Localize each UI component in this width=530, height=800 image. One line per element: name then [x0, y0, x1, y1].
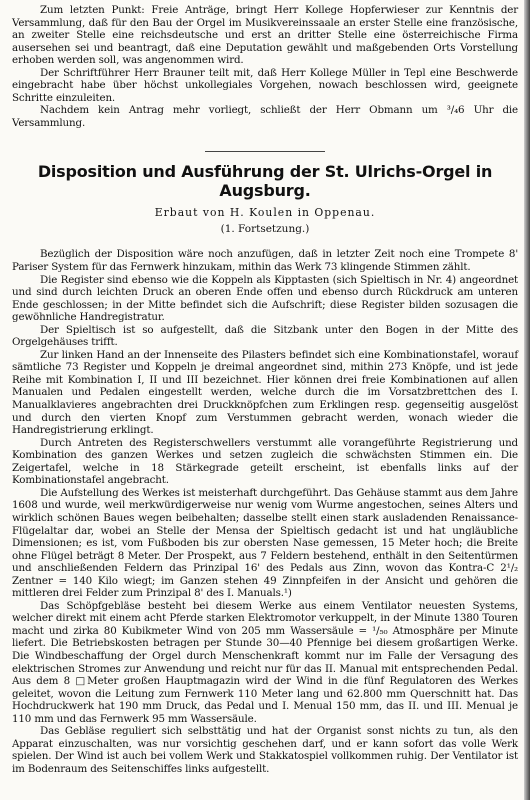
meeting-minutes-section [12, 4, 518, 129]
paragraph: Der Spieltisch ist so aufgestellt, daß die Sitzbank unter den Bogen in der Mitte des Orgelgehäuses trifft. [12, 323, 518, 349]
paragraph: Durch Antreten des Registerschwellers verstummt alle vorangeführte Registrierung und Kombination des ganzen Werkes und setzen zugleich die schwächsten Stimmen ein. Die Zeigertafel, welche in 18 Stärkegrade geteilt erscheint, ist ebenfalls links auf der Kombinationstafel angebracht. [12, 436, 518, 487]
paragraph: Nachdem kein Antrag mehr vorliegt, schließt der Herr Obmann um ³/₄6 Uhr die Versammlung. [12, 104, 518, 129]
article-byline: Erbaut von H. Koulen in Oppenau. [154, 206, 376, 220]
paragraph: Die Aufstellung des Werkes ist meisterhaft durchgeführt. Das Gehäuse stammt aus dem Jahre 1608 und wurde, weil merkwürdigerweise nur wenig vom Wurme angestochen, seines Alters und wirklich schönen Baues wegen beibehalten; dasselbe stellt einen stark ausladenden Renaissance-Flügelaltar dar, wobei an Stelle der Mensa der Spieltisch gedacht ist und hat ungläubliche Dimensionen; es ist, vom Fußboden bis zur obersten Nase gemessen, 15 Meter hoch; die Breite ohne Flügel beträgt 8 Meter. Der Prospekt, aus 7 Feldern bestehend, enthält in den Seitentürmen und anschließenden Feldern das Prinzipal 16' des Pedals aus Zinn, wovon das Kontra-C 2¹/₂ Zentner = 140 Kilo wiegt; im Ganzen stehen 49 Zinnpfeifen in der Ansicht und gehören die mittleren drei Felder zum Prinzipal 8' des I. Manuals.¹) [12, 486, 518, 600]
article-section [12, 151, 518, 775]
paragraph: Das Schöpfgebläse besteht bei diesem Werke aus einem Ventilator neuesten Systems, welcher direkt mit einem acht Pferde starken Elektromotor verkuppelt, in der Minute 1380 Touren macht und zirka 80 Kubikmeter Wind von 205 mm Wassersäule = ¹/₅₀ Atmosphäre per Minute liefert. Die Betriebskosten betragen per Stunde 30—40 Pfennige bei diesem großartigen Werke. Die Windbeschaffung der Orgel durch Menschenkraft kommt nur im Falle der Versagung des elektrischen Stromes zur Anwendung und reicht nur für das II. Manual mit entsprechenden Pedal. Aus dem 8 □Meter großen Hauptmagazin wird der Wind in die fünf Regulatoren des Werkes geleitet, wovon die Leitung zum Fernwerk 110 Meter lang und 62.800 mm Querschnitt hat. Das Hochdruckwerk hat 190 mm Druck, das Pedal und I. Menual 150 mm, das II. und III. Menual je 110 mm und das Fernwerk 95 mm Wassersäule. [12, 599, 518, 725]
paragraph: Zum letzten Punkt: Freie Anträge, bringt Herr Kollege Hopferwieser zur Kenntnis der Versammlung, daß für den Bau der Orgel im Musikvereinssaale an erster Stelle eine französische, an zweiter Stelle eine reichsdeutsche und erst an dritter Stelle eine österreichische Firma ausersehen sei und beantragt, daß eine Deputation gewählt und maßgebenden Orts Vorstellung erhoben werden soll, was angenommen wird. [12, 4, 518, 67]
paragraph: Das Gebläse reguliert sich selbsttätig und hat der Organist sonst nichts zu tun, als den Apparat einzuschalten, was nur vorsichtig geschehen darf, und er kann sofort das volle Werk spielen. Der Wind ist auch bei vollem Werk und Stakkatospiel vollkommen ruhig. Der Ventilator ist im Bodenraum des Seitenschiffes links aufgestellt. [12, 725, 518, 775]
paragraph: Zur linken Hand an der Innenseite des Pilasters befindet sich eine Kombinationstafel, worauf sämtliche 73 Register und Koppeln je dreimal angeordnet sind, mithin 273 Knöpfe, und ist jede Reihe mit Kombination I, II und III bezeichnet. Hier können drei freie Kombinationen auf allen Manualen und Pedalen eingestellt werden, welche durch die im Vorsatzbrettchen des I. Manualklavieres angebrachten drei Druckknöpfchen zum Erklingen resp. gegenseitig ausgelöst und durch den vierten Knopf zum Verstummen gebracht werden, wonach wieder die Handregistrierung erklingt. [12, 348, 518, 437]
divider [205, 151, 325, 152]
page-edge-shadow [524, 0, 530, 800]
paragraph: Bezüglich der Disposition wäre noch anzufügen, daß in letzter Zeit noch eine Trompete 8' Pariser System für das Fernwerk hinzukam, mithin das Werk 73 klingende Stimmen zählt. [12, 248, 518, 274]
paragraph: Der Schriftführer Herr Brauner teilt mit, daß Herr Kollege Müller in Tepl eine Beschwerde eingebracht habe über höchst unkollegiales Vorgehen, nowach beschlossen wird, geeignete Schritte einzuleiten. [12, 66, 518, 104]
article-part: (1. Fortsetzung.) [220, 223, 310, 236]
paragraph: Die Register sind ebenso wie die Koppeln als Kipptasten (sich Spieltisch in Nr. 4) angeordnet und sind durch leichten Druck an oberen Ende offen und ebenso durch Rückdruck am unteren Ende geschlossen; in der Mitte befindet sich die Aufschrift; diese Register bilden sozusagen die gewöhnliche Handregistratur. [12, 273, 518, 324]
article-title: Disposition und Ausführung der St. Ulrichs-Orgel in Augsburg. [37, 162, 493, 201]
